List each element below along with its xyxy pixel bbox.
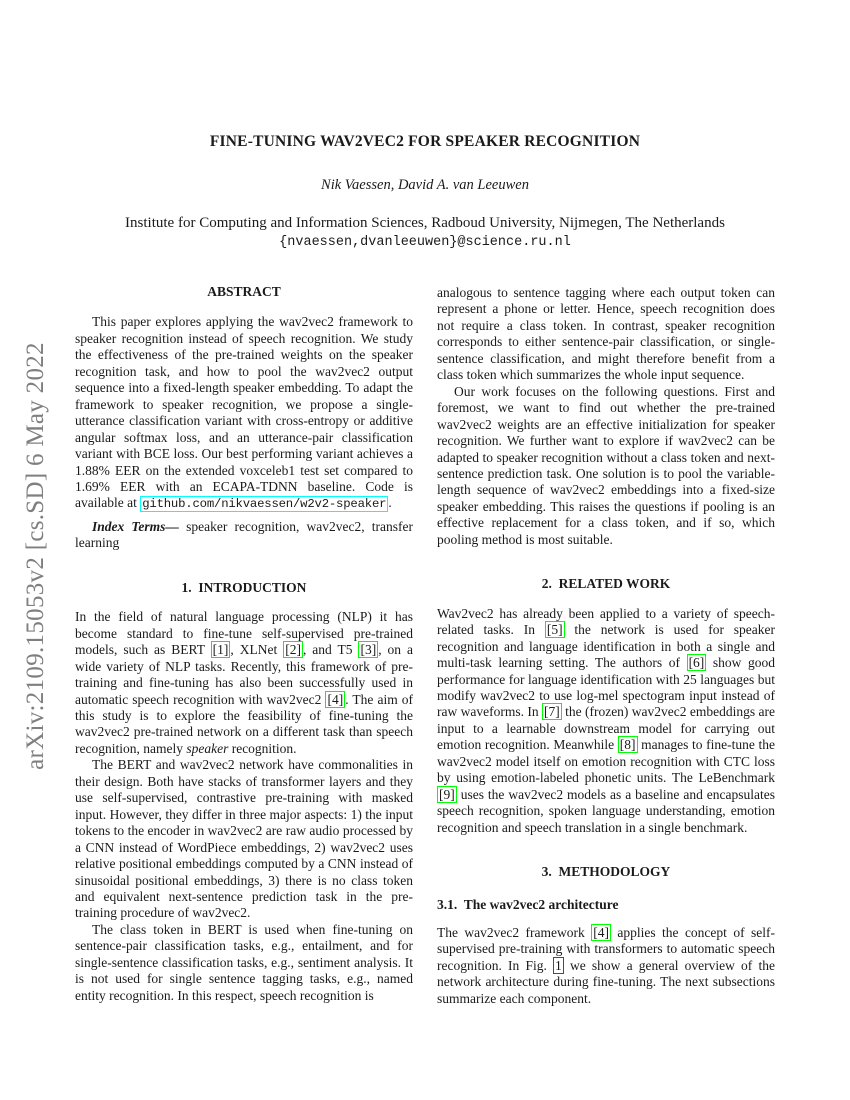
citation-link[interactable]: [1] [212,642,229,658]
paper-title: FINE-TUNING WAV2VEC2 FOR SPEAKER RECOGNITION [209,133,641,150]
section-heading-abstract: ABSTRACT [207,284,281,299]
citation-link[interactable]: [5] [546,622,563,638]
index-terms-label: Index Terms— [92,518,179,534]
paragraph: The class token in BERT is used when fine-tuning on sentence-pair classification tasks, e.g., entailment, and for single-sentence classification tasks, e.g., sentiment analysis. It is not used for single sentence tagging tasks, e.g., named entity recognition. In this respect, speech recognition is [75,921,413,1003]
index-terms [75,519,413,552]
italic-text: speaker [186,740,229,756]
citation-link[interactable]: [7] [543,704,560,720]
citation-link[interactable]: [2] [285,642,301,658]
abstract-text [75,314,413,512]
section-heading-introduction: 1. INTRODUCTION [181,579,307,595]
paper-email: {nvaessen,dvanleeuwen}@science.ru.nl [279,235,571,250]
introduction-text [75,609,413,1004]
citation-link[interactable]: [6] [688,655,705,671]
paragraph: Index Terms— speaker recognition, wav2vec2, transfer learning [75,518,413,551]
section-heading-related-work: 2. RELATED WORK [541,576,671,592]
architecture-text [437,925,775,1007]
paper-affiliation: Institute for Computing and Information Sciences, Radboud University, Nijmegen, The Netherlands [125,215,725,231]
citation-link[interactable]: [9] [439,786,455,802]
paragraph: analogous to sentence tagging where each output token can represent a phone or letter. Hence, speech recognition does not require a class token. In contrast, speaker recognition corresponds to either sentence-pair classification, or single-sentence classification, and might therefore benefit from a class token which summarizes the whole input sequence. [437,285,775,383]
arxiv-watermark: arXiv:2109.15053v2 [cs.SD] 6 May 2022 [22,342,49,770]
paper-header [75,133,775,250]
citation-link[interactable]: [4] [593,924,609,940]
paragraph: The BERT and wav2vec2 network have commonalities in their design. Both have stacks of transformer layers and they use self-supervised, contrastive pre-training with masked input. However, they differ in three major aspects: 1) the input tokens to the encoder in wav2vec2 are raw audio processed by a CNN instead of WordPiece embeddings, 2) wav2vec2 uses relative positional embeddings computed by a CNN instead of sinusoidal positional embeddings, 3) there is no class token and equivalent next-sentence prediction task in the pre-training procedure of wav2vec2. [75,757,413,921]
section-heading-methodology: 3. METHODOLOGY [541,864,671,880]
related-work-text [437,606,775,836]
paper-authors: Nik Vaessen, David A. van Leeuwen [321,177,529,193]
citation-link[interactable]: [8] [619,737,636,753]
subsection-heading-architecture: 3.1. The wav2vec2 architecture [437,896,619,912]
paragraph: Wav2vec2 has already been applied to a variety of speech-related tasks. In [5] the network is used for speaker recognition and language identification in both a single and multi-task learning setting. The authors of [6] show good performance for language identification with 25 languages but modify wav2vec2 to use log-mel spectogram input instead of raw waveforms. In [7] the (frozen) wav2vec2 embeddings are input to a learnable downstream model for carrying out emotion recognition. Meanwhile [8] manages to fine-tune the wav2vec2 model itself on emotion recognition with CTC loss by using emotion-labeled phonetic units. The LeBenchmark [9] uses the wav2vec2 models as a baseline and encapsulates speech recognition, spoken language understanding, emotion recognition and speech translation in a single benchmark. [437,605,775,835]
paragraph: Our work focuses on the following questions. First and foremost, we want to find out whether the pre-trained wav2vec2 weights are an effective initialization for speaker recognition. We further want to explore if wav2vec2 can be adapted to speaker recognition without a class token and next-sentence prediction task. One solution is to pool the variable-length sequence of wav2vec2 embeddings into a fixed-size speaker embedding. This raises the questions if pooling is an effective replacement for a class token, and if so, which pooling method is most suitable. [437,383,775,547]
right-column [437,285,775,1007]
citation-link[interactable]: [4] [327,691,344,707]
paragraph: The wav2vec2 framework [4] applies the concept of self-supervised pre-training with transformers to automatic speech recognition. In Fig. 1 we show a general overview of the network architecture during fine-tuning. The next subsections summarize each component. [437,924,775,1006]
introduction-continuation-text [437,285,775,548]
figure-ref-link[interactable]: 1 [555,957,562,973]
paragraph: This paper explores applying the wav2vec2 framework to speaker recognition instead of speech recognition. We study the effectiveness of the pre-trained weights on the speaker recognition task, and how to pool the wav2vec2 output sequence into a fixed-length speaker embedding. To adapt the framework to speaker recognition, we propose a single-utterance classification variant with cross-entropy or additive angular softmax loss, and an utterance-pair classification variant with BCE loss. Our best performing variant achieves a 1.88% EER on the extended voxceleb1 test set compared to 1.69% EER with an ECAPA-TDNN baseline. Code is available at github.com/nikvaessen/w2v2-speaker . [75,314,413,512]
github-link[interactable]: github.com/nikvaessen/w2v2-speaker [142,497,387,512]
left-column [75,284,413,1004]
paragraph: In the field of natural language processing (NLP) it has become standard to fine-tune self-supervised pre-trained models, such as BERT [1] , XLNet [2] , and T5 [3] , on a wide variety of NLP tasks. Recently, this framework of pre-training and fine-tuning has also been successfully used in automatic speech recognition with wav2vec2 [4] . The aim of this study is to explore the feasibility of fine-tuning the wav2vec2 pre-trained network on a different task than speech recognition, namely speaker recognition. [75,609,414,756]
citation-link[interactable]: [3] [360,642,377,658]
